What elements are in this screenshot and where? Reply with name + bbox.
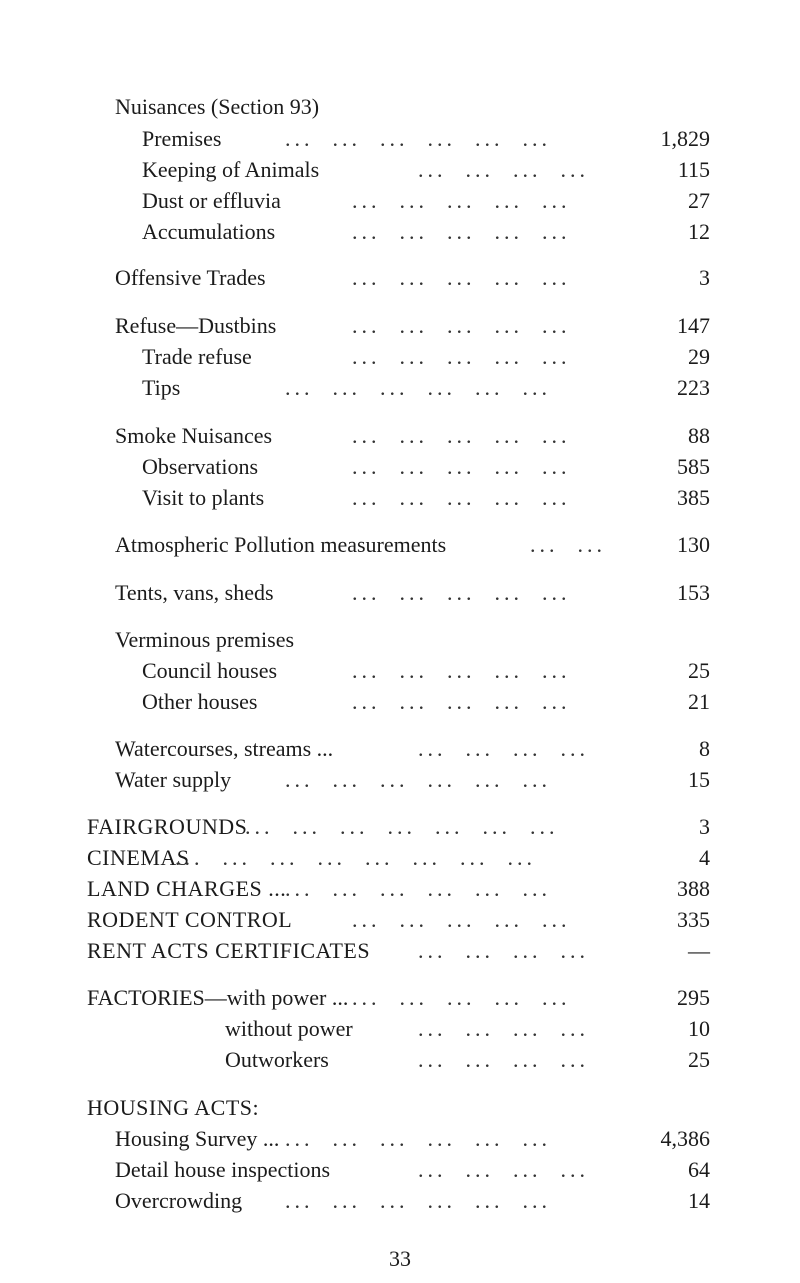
- council-houses-label: Council houses: [142, 658, 278, 683]
- outworkers-row: [0, 1045, 800, 1075]
- dot-leader: ... ... ... ... ...: [352, 344, 571, 369]
- nuisances-heading-row: [0, 92, 800, 122]
- offensive-trades-row: [0, 263, 800, 293]
- watercourses-value: 8: [699, 736, 710, 761]
- nuisances-heading: Nuisances (Section 93): [115, 94, 320, 119]
- housing-survey-row: [0, 1124, 800, 1154]
- water-supply-value: 15: [688, 767, 710, 792]
- accumulations-row: [0, 217, 800, 247]
- cinemas-row: [0, 843, 800, 873]
- overcrowding-value: 14: [688, 1188, 710, 1213]
- dot-leader: ... ... ... ... ...: [352, 907, 571, 932]
- dot-leader: ... ... ... ...: [418, 938, 589, 963]
- trade-refuse-value: 29: [688, 344, 710, 369]
- dot-leader: ... ... ... ... ...: [352, 689, 571, 714]
- dot-leader: ... ... ... ...: [418, 1157, 589, 1182]
- dot-leader: ... ... ... ... ... ... ...: [245, 814, 559, 839]
- cinemas-value: 4: [699, 845, 710, 870]
- rent-acts-value: —: [688, 938, 710, 963]
- dust-label: Dust or effluvia: [142, 188, 281, 213]
- factories-power-row: [0, 983, 800, 1013]
- dot-leader: ... ... ... ... ...: [352, 658, 571, 683]
- premises-label: Premises: [142, 126, 222, 151]
- outworkers-value: 25: [688, 1047, 710, 1072]
- dot-leader: ... ... ... ...: [418, 157, 589, 182]
- housing-heading-row: [0, 1093, 800, 1123]
- fairgrounds-value: 3: [699, 814, 710, 839]
- tips-row: [0, 373, 800, 403]
- atmospheric-row: [0, 530, 800, 560]
- other-houses-label: Other houses: [142, 689, 258, 714]
- housing-heading: HOUSING ACTS:: [87, 1095, 260, 1120]
- watercourses-row: [0, 734, 800, 764]
- dot-leader: ... ... ... ... ...: [352, 485, 571, 510]
- trade-refuse-row: [0, 342, 800, 372]
- overcrowding-label: Overcrowding: [115, 1188, 243, 1213]
- dot-leader: ... ... ... ... ...: [352, 219, 571, 244]
- smoke-nuisances-label: Smoke Nuisances: [115, 423, 273, 448]
- housing-survey-label: Housing Survey ...: [115, 1126, 280, 1151]
- keeping-animals-label: Keeping of Animals: [142, 157, 320, 182]
- rodent-control-row: [0, 905, 800, 935]
- dot-leader: ... ... ... ...: [418, 736, 589, 761]
- dot-leader: ... ... ... ... ...: [352, 188, 571, 213]
- factories-without-power-row: [0, 1014, 800, 1044]
- factories-power-value: 295: [677, 985, 710, 1010]
- housing-survey-value: 4,386: [660, 1126, 710, 1151]
- land-charges-label: LAND CHARGES ...: [87, 876, 287, 901]
- tents-row: [0, 578, 800, 608]
- other-houses-row: [0, 687, 800, 717]
- observations-row: [0, 452, 800, 482]
- dot-leader: ... ... ... ... ...: [352, 985, 571, 1010]
- dot-leader: ... ... ... ... ... ... ... ...: [175, 845, 536, 870]
- observations-value: 585: [677, 454, 710, 479]
- rodent-control-label: RODENT CONTROL: [87, 907, 293, 932]
- water-supply-row: [0, 765, 800, 795]
- tips-value: 223: [677, 375, 710, 400]
- rent-acts-row: [0, 936, 800, 966]
- detail-inspections-value: 64: [688, 1157, 710, 1182]
- dot-leader: ... ... ... ...: [418, 1016, 589, 1041]
- other-houses-value: 21: [688, 689, 710, 714]
- detail-inspections-label: Detail house inspections: [115, 1157, 331, 1182]
- factories-power-label: FACTORIES—with power ...: [87, 985, 349, 1010]
- smoke-nuisances-row: [0, 421, 800, 451]
- dot-leader: ... ... ... ... ...: [352, 423, 571, 448]
- visits-label: Visit to plants: [142, 485, 265, 510]
- factories-without-power-value: 10: [688, 1016, 710, 1041]
- rodent-control-value: 335: [677, 907, 710, 932]
- dust-row: [0, 186, 800, 216]
- dot-leader: ... ... ... ... ... ...: [285, 1188, 551, 1213]
- water-supply-label: Water supply: [115, 767, 232, 792]
- overcrowding-row: [0, 1186, 800, 1216]
- offensive-trades-value: 3: [699, 265, 710, 290]
- fairgrounds-label: FAIRGROUNDS: [87, 814, 248, 839]
- dustbins-value: 147: [677, 313, 710, 338]
- dust-value: 27: [688, 188, 710, 213]
- dot-leader: ... ... ... ... ... ...: [285, 876, 551, 901]
- dustbins-row: [0, 311, 800, 341]
- tents-value: 153: [677, 580, 710, 605]
- verminous-heading: Verminous premises: [115, 627, 295, 652]
- visits-row: [0, 483, 800, 513]
- tents-label: Tents, vans, sheds: [115, 580, 274, 605]
- accumulations-label: Accumulations: [142, 219, 276, 244]
- factories-without-power-label: without power: [225, 1016, 353, 1041]
- observations-label: Observations: [142, 454, 259, 479]
- accumulations-value: 12: [688, 219, 710, 244]
- outworkers-label: Outworkers: [225, 1047, 329, 1072]
- atmospheric-label: Atmospheric Pollution measurements: [115, 532, 447, 557]
- dot-leader: ... ... ... ... ...: [352, 265, 571, 290]
- keeping-animals-value: 115: [677, 157, 710, 182]
- fairgrounds-row: [0, 812, 800, 842]
- dot-leader: ... ... ... ... ...: [352, 580, 571, 605]
- land-charges-value: 388: [677, 876, 710, 901]
- rent-acts-label: RENT ACTS CERTIFICATES: [87, 938, 371, 963]
- offensive-trades-label: Offensive Trades: [115, 265, 266, 290]
- trade-refuse-label: Trade refuse: [142, 344, 252, 369]
- premises-value: 1,829: [660, 126, 710, 151]
- dot-leader: ... ... ... ... ... ...: [285, 126, 551, 151]
- dot-leader: ... ... ... ... ...: [352, 454, 571, 479]
- dot-leader: ... ... ... ... ... ...: [285, 1126, 551, 1151]
- dot-leader: ... ... ... ... ...: [352, 313, 571, 338]
- council-houses-row: [0, 656, 800, 686]
- atmospheric-value: 130: [677, 532, 710, 557]
- detail-inspections-row: [0, 1155, 800, 1185]
- visits-value: 385: [677, 485, 710, 510]
- premises-row: [0, 124, 800, 154]
- cinemas-label: CINEMAS: [87, 845, 190, 870]
- dot-leader: ... ... ... ... ... ...: [285, 767, 551, 792]
- dot-leader: ... ...: [530, 532, 606, 557]
- dot-leader: ... ... ... ...: [418, 1047, 589, 1072]
- page-number: 33: [389, 1246, 411, 1271]
- dot-leader: ... ... ... ... ... ...: [285, 375, 551, 400]
- watercourses-label: Watercourses, streams ...: [115, 736, 334, 761]
- tips-label: Tips: [142, 375, 181, 400]
- verminous-heading-row: [0, 625, 800, 655]
- dustbins-label: Refuse—Dustbins: [115, 313, 277, 338]
- land-charges-row: [0, 874, 800, 904]
- smoke-nuisances-value: 88: [688, 423, 710, 448]
- keeping-animals-row: [0, 155, 800, 185]
- council-houses-value: 25: [688, 658, 710, 683]
